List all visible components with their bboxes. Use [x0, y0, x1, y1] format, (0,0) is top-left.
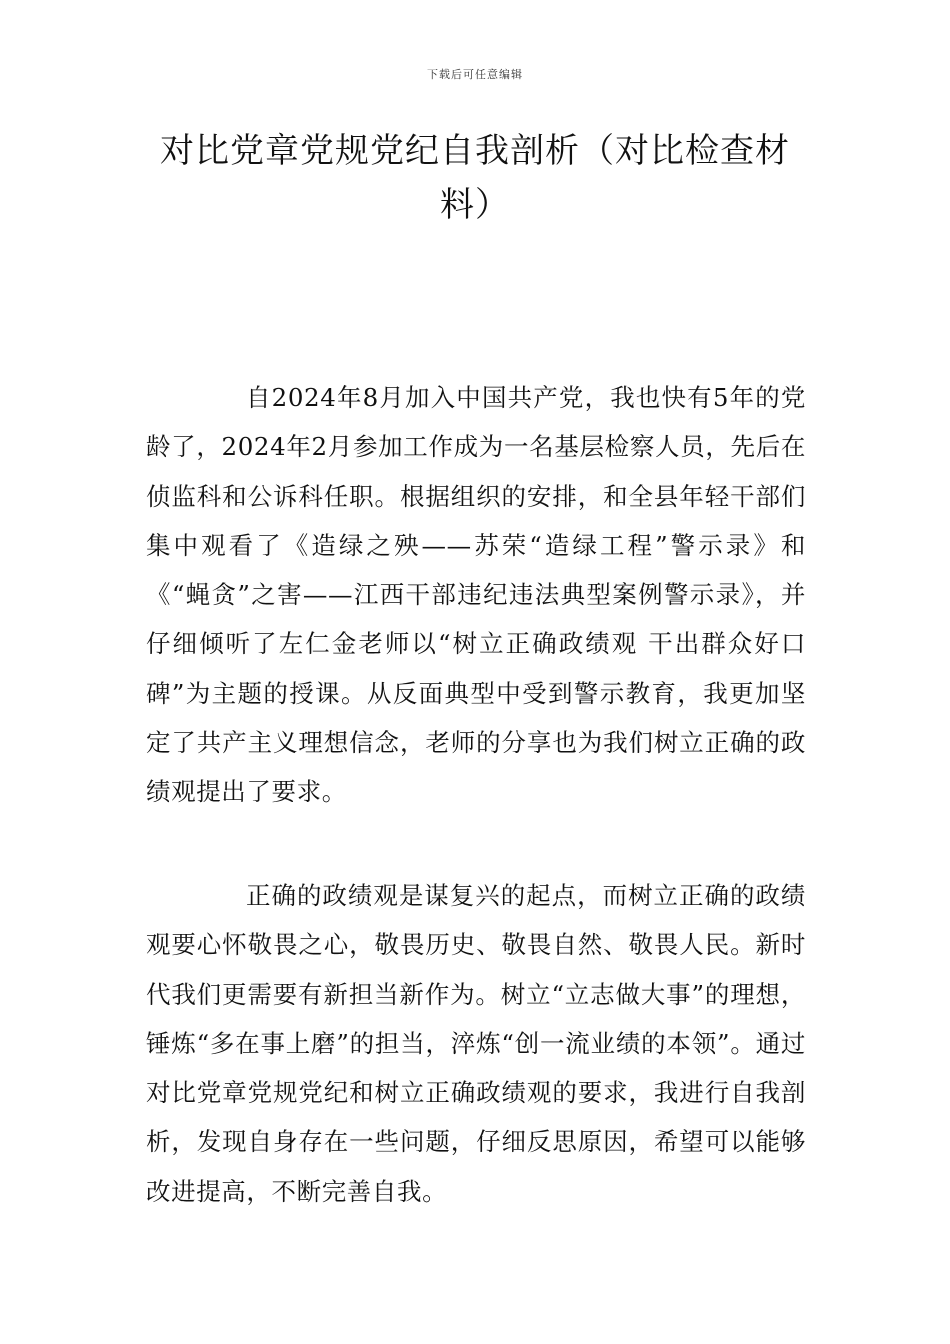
body-paragraph-2: 正确的政绩观是谋复兴的起点，而树立正确的政绩观要心怀敬畏之心，敬畏历史、敬畏自然、敬畏人民。新时代我们更需要有新担当新作为。树立“立志做大事”的理想，锤炼“多在事上磨”的担当，淬炼“创一流业绩的本领”。通过对比党章党规党纪和树立正确政绩观的要求，我进行自我剖析，发现自身存在一些问题，仔细反思原因，希望可以能够改进提高，不断完善自我。: [146, 881, 806, 1206]
document-title: 对比党章党规党纪自我剖析（对比检查材料）: [160, 131, 790, 225]
header-note: 下载后可任意编辑: [427, 68, 523, 81]
body-paragraph-1: 自2024年8月加入中国共产党，我也快有5年的党龄了，2024年2月参加工作成为一名基层检察人员，先后在侦监科和公诉科任职。根据组织的安排，和全县年轻干部们集中观看了《造绿之殃——苏荣“造绿工程”警示录》和《“蝇贪”之害——江西干部违纪违法典型案例警示录》，并仔细倾听了左仁金老师以“树立正确政绩观 干出群众好口碑”为主题的授课。从反面典型中受到警示教育，我更加坚定了共产主义理想信念，老师的分享也为我们树立正确的政绩观提出了要求。: [146, 383, 806, 807]
